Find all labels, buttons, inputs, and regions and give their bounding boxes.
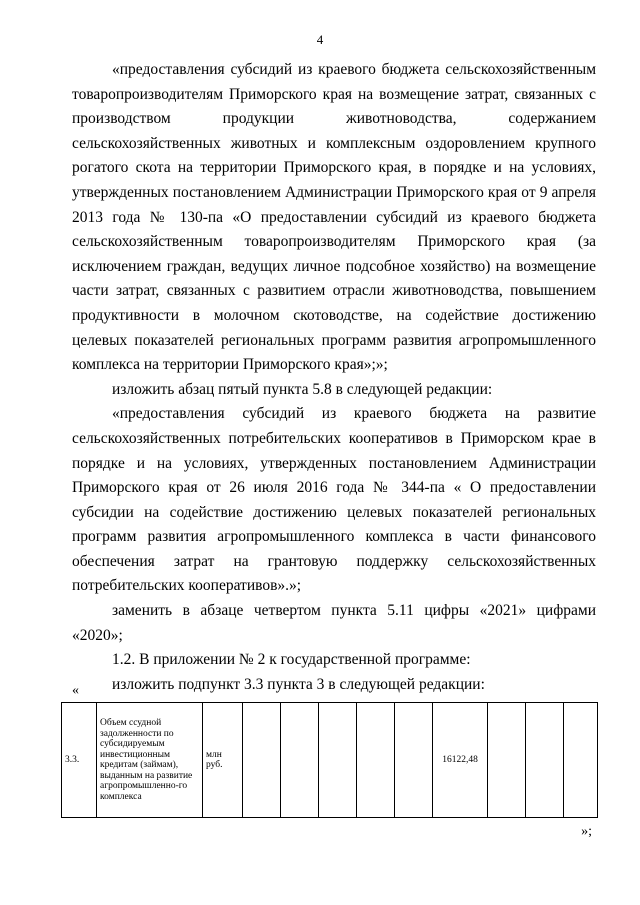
value-cell bbox=[526, 703, 564, 818]
indicator-name-cell: Объем ссудной задолженности по субсидируемым инвестиционным кредитам (займам), выданным на развитие агропромышленно-го комплекса bbox=[97, 703, 203, 818]
row-number-cell: 3.3. bbox=[62, 703, 97, 818]
value-cell bbox=[243, 703, 281, 818]
paragraph: 1.2. В приложении № 2 к государственной программе: bbox=[112, 651, 471, 669]
page-number: 4 bbox=[316, 32, 324, 47]
document-body bbox=[72, 58, 596, 697]
value-cell bbox=[319, 703, 357, 818]
value-cell bbox=[395, 703, 433, 818]
indicator-table bbox=[61, 702, 598, 818]
value-cell bbox=[281, 703, 319, 818]
paragraph: «предоставления субсидий из краевого бюджета сельскохозяйственным товаропроизводителям Приморского края на возмещение затрат, связанных с производством продукции животноводства, содержанием сельскохозяйственных животных и комплексным оздоровлением крупного рогатого скота на территории Приморского края, в порядке и на условиях, утвержденных постановлением Администрации Приморского края от 9 апреля 2013 года № 130-па «О предоставлении субсидий из краевого бюджета сельскохозяйственным товаропроизводителям Приморского края (за исключением граждан, ведущих личное подсобное хозяйство) на возмещение части затрат, связанных с развитием отрасли животноводства, повышением продуктивности в молочном скотоводстве, на содействие достижению целевых показателей региональных программ развития агропромышленного комплекса на территории Приморского края»;»; bbox=[72, 61, 596, 374]
paragraph: «предоставления субсидий из краевого бюджета на развитие сельскохозяйственных потребительских кооперативов в Приморском крае в порядке и на условиях, утвержденных постановлением Администрации Приморского края от 26 июля 2016 года № 344-па « О предоставлении субсидии на содействие достижению целевых показателей региональных программ развития агропромышленного комплекса в части финансового обеспечения затрат на грантовую поддержку сельскохозяйственных потребительских кооперативов».»; bbox=[72, 405, 596, 595]
unit-cell: млн руб. bbox=[203, 703, 243, 818]
quote-close-mark: »; bbox=[581, 824, 592, 839]
paragraph: изложить абзац пятый пункта 5.8 в следующей редакции: bbox=[112, 380, 493, 398]
value-cell bbox=[488, 703, 526, 818]
quote-open-mark: « bbox=[72, 683, 79, 698]
paragraph: заменить в абзаце четвертом пункта 5.11 цифры «2021» цифрами «2020»; bbox=[72, 602, 596, 644]
value-cell: 16122,48 bbox=[433, 703, 488, 818]
value-cell bbox=[357, 703, 395, 818]
value-cell bbox=[564, 703, 598, 818]
paragraph: изложить подпункт 3.3 пункта 3 в следующей редакции: bbox=[112, 675, 485, 693]
table-row bbox=[62, 703, 598, 818]
